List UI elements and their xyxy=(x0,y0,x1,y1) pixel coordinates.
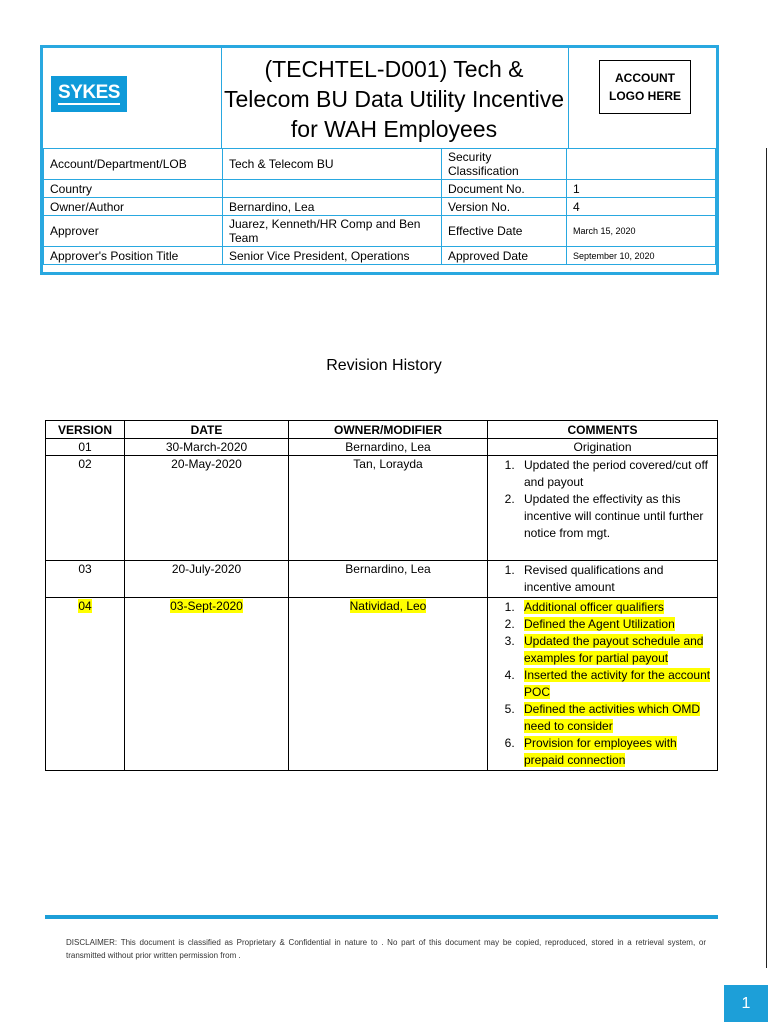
owner-cell xyxy=(289,598,488,771)
meta-label: Approver xyxy=(44,216,223,247)
meta-value: 1 xyxy=(567,180,716,198)
highlighted-text: Defined the activities which OMD need to consider xyxy=(524,702,701,733)
list-item xyxy=(518,633,713,667)
list-item xyxy=(518,735,713,769)
meta-row xyxy=(44,180,716,198)
footer-rule xyxy=(45,915,718,919)
comment-cell xyxy=(488,456,718,561)
document-title: (TECHTEL-D001) Tech & Telecom BU Data Utility Incentive for WAH Employees xyxy=(223,56,564,142)
comment-cell xyxy=(488,598,718,771)
account-logo-placeholder: ACCOUNT LOGO HERE xyxy=(599,60,691,114)
meta-value: Bernardino, Lea xyxy=(223,198,442,216)
meta-value: March 15, 2020 xyxy=(567,216,716,247)
highlighted-text: Provision for employees with prepaid connection xyxy=(524,736,677,767)
version-cell: 03 xyxy=(46,561,125,598)
table-row xyxy=(46,561,718,598)
highlighted-text: 03-Sept-2020 xyxy=(170,599,243,613)
owner-cell: Bernardino, Lea xyxy=(289,439,488,456)
meta-row xyxy=(44,216,716,247)
date-cell: 30-March-2020 xyxy=(125,439,289,456)
table-row xyxy=(46,439,718,456)
meta-value: Juarez, Kenneth/HR Comp and Ben Team xyxy=(223,216,442,247)
header-top xyxy=(43,48,716,148)
page-number: 1 xyxy=(724,985,768,1022)
table-header-row xyxy=(46,421,718,439)
column-header: VERSION xyxy=(46,421,125,439)
document-meta-table xyxy=(43,148,716,265)
date-cell: 20-July-2020 xyxy=(125,561,289,598)
sykes-logo: SYKES xyxy=(51,76,127,112)
meta-value: 4 xyxy=(567,198,716,216)
highlighted-text: Natividad, Leo xyxy=(349,599,427,613)
revision-history-title: Revision History xyxy=(326,357,442,374)
column-header: COMMENTS xyxy=(488,421,718,439)
meta-label: Country xyxy=(44,180,223,198)
column-header: OWNER/MODIFIER xyxy=(289,421,488,439)
highlighted-text: Additional officer qualifiers xyxy=(524,600,664,614)
owner-cell: Bernardino, Lea xyxy=(289,561,488,598)
comment-list xyxy=(496,562,713,596)
comment-list xyxy=(496,599,713,769)
version-cell: 02 xyxy=(46,456,125,561)
owner-cell: Tan, Lorayda xyxy=(289,456,488,561)
date-cell: 20-May-2020 xyxy=(125,456,289,561)
meta-value xyxy=(223,180,442,198)
meta-label: Account/Department/LOB xyxy=(44,149,223,180)
document-header xyxy=(40,45,719,275)
list-item xyxy=(518,667,713,701)
meta-label: Effective Date xyxy=(442,216,567,247)
column-header: DATE xyxy=(125,421,289,439)
table-row xyxy=(46,598,718,771)
meta-value: Senior Vice President, Operations xyxy=(223,247,442,265)
meta-label: Document No. xyxy=(442,180,567,198)
list-item: 1. Updated the period covered/cut off and payout xyxy=(518,457,713,491)
meta-row xyxy=(44,149,716,180)
revision-history-table xyxy=(45,420,718,771)
version-cell: 01 xyxy=(46,439,125,456)
comment-list xyxy=(496,457,713,542)
meta-row xyxy=(44,198,716,216)
table-row xyxy=(46,456,718,561)
meta-label: Owner/Author xyxy=(44,198,223,216)
comment-cell: Origination xyxy=(488,439,718,456)
meta-value: September 10, 2020 xyxy=(567,247,716,265)
list-item xyxy=(518,599,713,616)
list-item: 1. Revised qualifications and incentive amount xyxy=(518,562,713,596)
comment-cell xyxy=(488,561,718,598)
version-cell xyxy=(46,598,125,771)
highlighted-text: Defined the Agent Utilization xyxy=(524,617,675,631)
meta-value: Tech & Telecom BU xyxy=(223,149,442,180)
list-item: 2. Updated the effectivity as this incentive will continue until further notice from mgt. xyxy=(518,491,713,542)
meta-label: Version No. xyxy=(442,198,567,216)
date-cell xyxy=(125,598,289,771)
meta-row xyxy=(44,247,716,265)
meta-label: Security Classification xyxy=(442,149,567,180)
highlighted-text: Updated the payout schedule and examples for partial payout xyxy=(524,634,704,665)
list-item xyxy=(518,616,713,633)
disclaimer-text: DISCLAIMER: This document is classified as Proprietary & Confidential in nature to . No part of this document may be copied, reproduced, stored in a retrieval system, or transmitted without prior written permission from . xyxy=(66,938,706,960)
meta-label: Approver's Position Title xyxy=(44,247,223,265)
meta-label: Approved Date xyxy=(442,247,567,265)
meta-value xyxy=(567,149,716,180)
page-edge-rule xyxy=(766,148,767,968)
list-item xyxy=(518,701,713,735)
highlighted-text: 04 xyxy=(78,599,92,613)
highlighted-text: Inserted the activity for the account POC xyxy=(524,668,711,699)
